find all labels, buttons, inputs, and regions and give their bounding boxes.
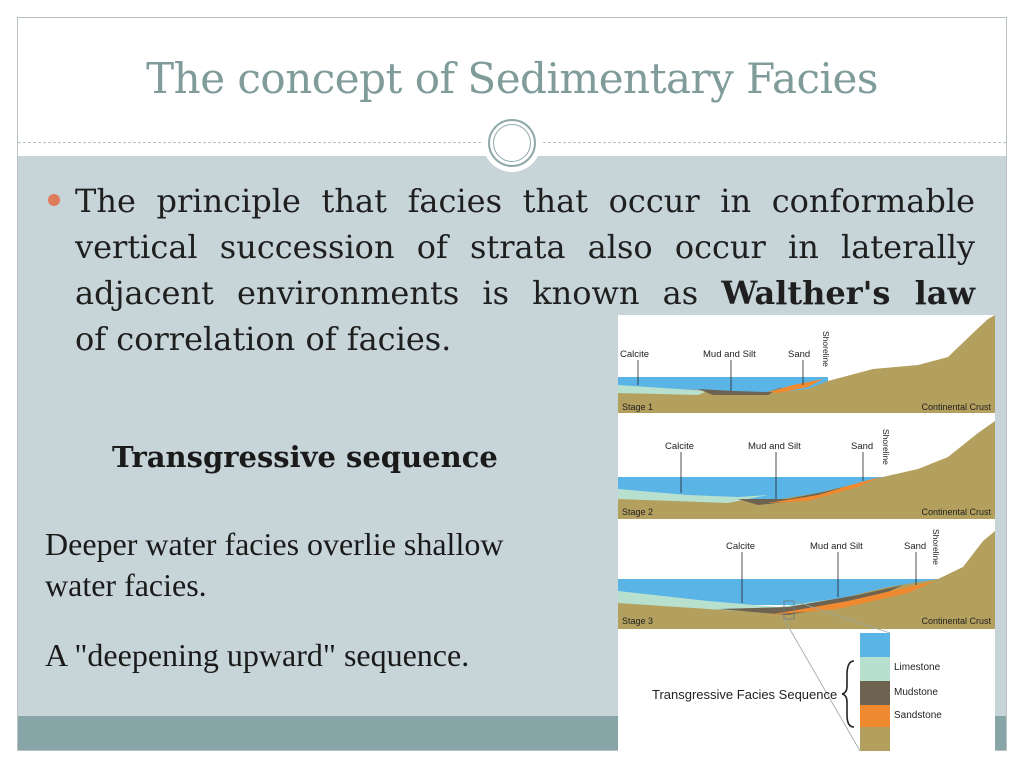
stage-2-calcite-label: Calcite xyxy=(665,441,695,452)
stage-2-panel xyxy=(618,419,995,519)
description-line: water facies. xyxy=(45,567,207,603)
stage-3-shoreline-label: Shoreline xyxy=(931,529,941,565)
paragraph-line: of correlation of facies. xyxy=(75,320,452,358)
medallion-inner-ring-icon xyxy=(493,124,531,162)
stage-1-sand-label: Sand xyxy=(788,349,811,360)
stage-3-panel xyxy=(618,525,995,629)
stage-1-label: Stage 1 xyxy=(622,402,654,412)
limestone-label: Limestone xyxy=(894,662,941,673)
stage-1-calcite-label: Calcite xyxy=(620,349,650,360)
paragraph-line xyxy=(75,270,975,316)
paragraph-line: vertical succession of strata also occur in laterally xyxy=(75,228,975,266)
column-sandstone-layer xyxy=(860,705,890,727)
slide-title: The concept of Sedimentary Facies xyxy=(146,54,878,103)
stage-3-crust-label: Continental Crust xyxy=(921,616,991,626)
stage-3-sand-label: Sand xyxy=(904,541,927,552)
deepening-note: A "deepening upward" sequence. xyxy=(45,637,470,673)
column-crust-layer xyxy=(860,727,890,751)
stage-1-crust-label: Continental Crust xyxy=(921,402,991,412)
mudstone-label: Mudstone xyxy=(894,687,938,698)
stage-1-shoreline-label: Shoreline xyxy=(821,331,831,367)
column-limestone-layer xyxy=(860,657,890,681)
sandstone-label: Sandstone xyxy=(894,710,942,721)
stage-3-label: Stage 3 xyxy=(622,616,654,626)
description-text xyxy=(45,524,503,606)
stage-1-mud-label: Mud and Silt xyxy=(703,349,756,360)
bullet-icon xyxy=(48,194,60,206)
stage-1-panel xyxy=(618,315,995,414)
transgression-diagram xyxy=(618,315,995,751)
stage-2-mud-label: Mud and Silt xyxy=(748,441,801,452)
stage-3-mud-label: Mud and Silt xyxy=(810,541,863,552)
stage-2-label: Stage 2 xyxy=(622,507,654,517)
column-water-layer xyxy=(860,633,890,657)
column-mudstone-layer xyxy=(860,681,890,705)
column-title: Transgressive Facies Sequence xyxy=(652,687,838,702)
stage-2-crust-label: Continental Crust xyxy=(921,507,991,517)
stage-2-sand-label: Sand xyxy=(851,441,874,452)
stage-2-shoreline-label: Shoreline xyxy=(881,429,891,465)
walthers-law-term: Walther's law xyxy=(721,274,976,312)
paragraph-line-prefix: adjacent environments is known as xyxy=(75,274,722,312)
description-line: Deeper water facies overlie shallow xyxy=(45,526,504,562)
transgressive-heading: Transgressive sequence xyxy=(112,440,498,474)
stage-3-calcite-label: Calcite xyxy=(726,541,756,552)
paragraph-line: The principle that facies that occur in conformable xyxy=(75,182,975,220)
